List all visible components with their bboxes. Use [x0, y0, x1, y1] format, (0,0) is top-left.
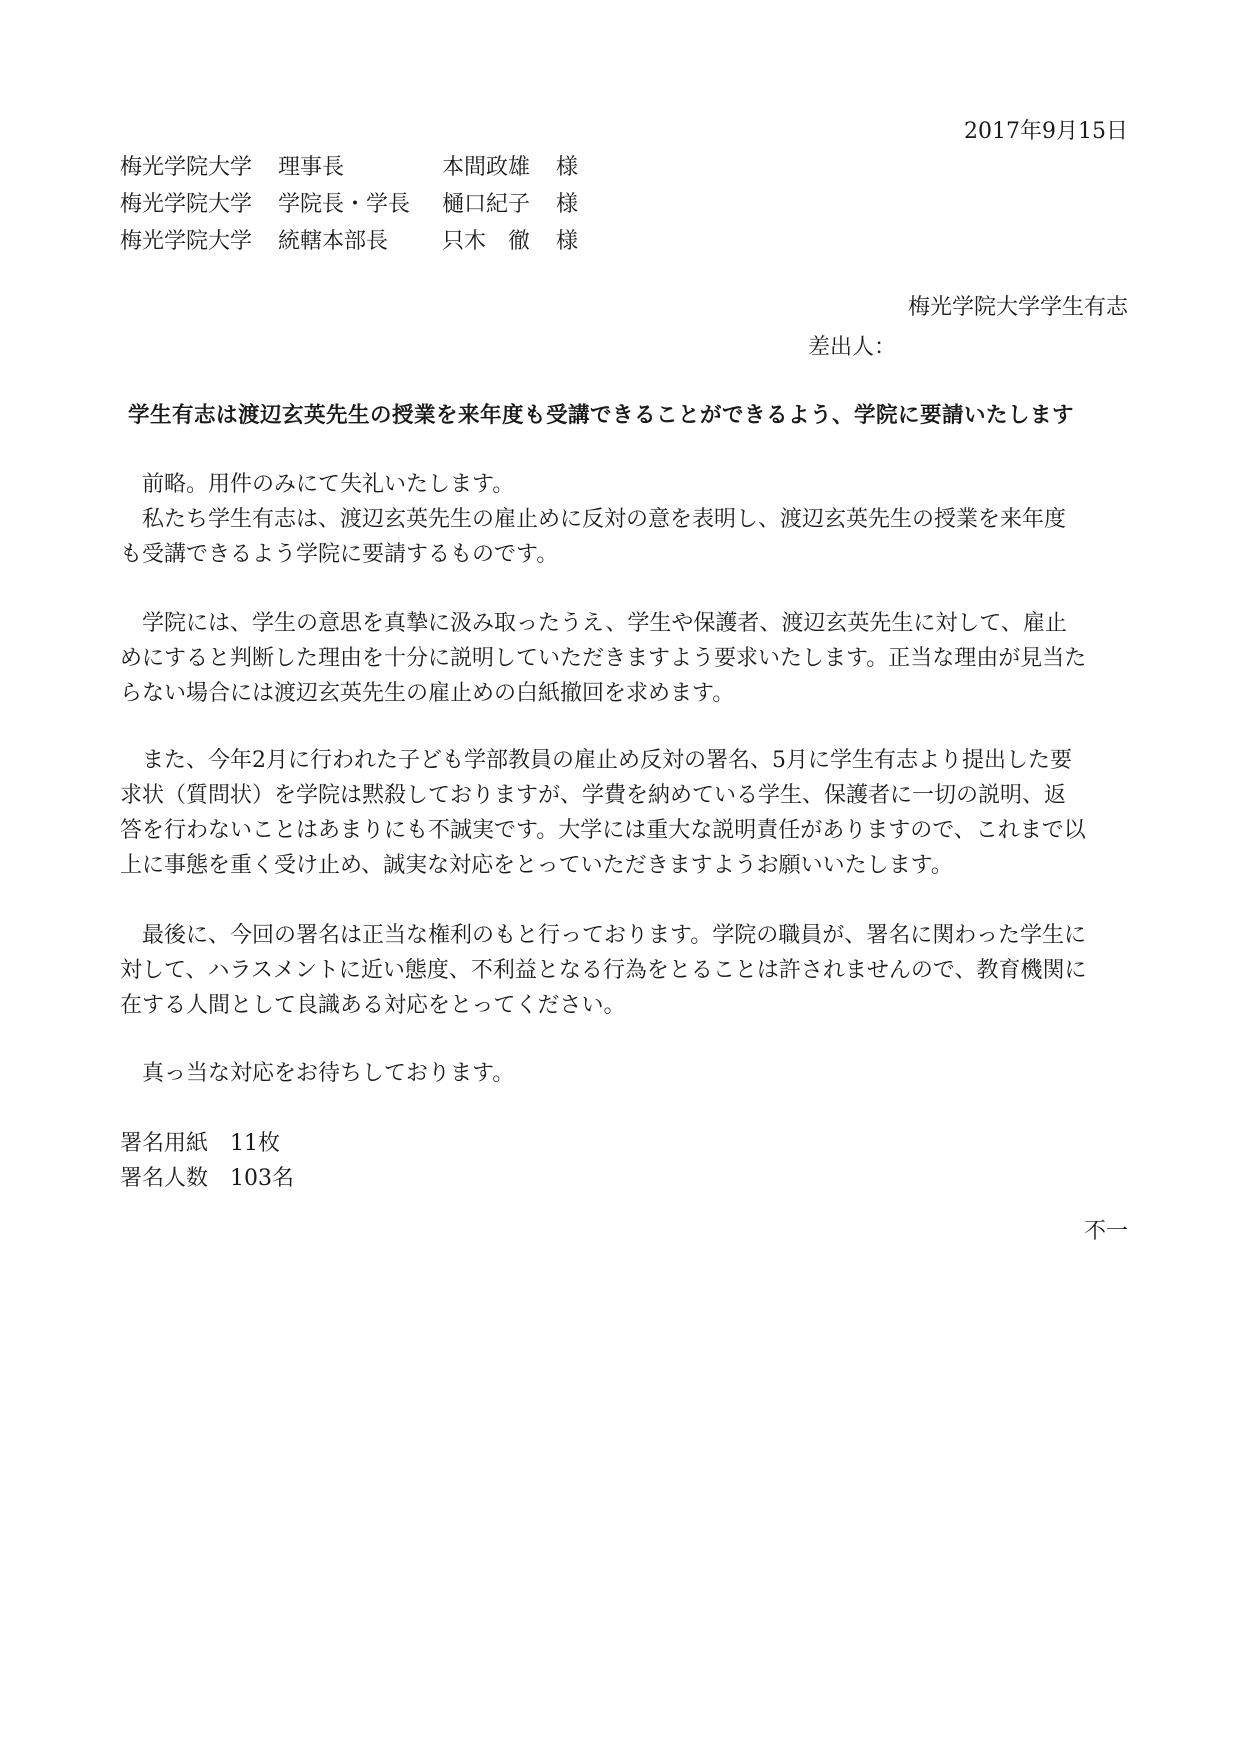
- addressee-name: 樋口紀子: [442, 192, 531, 217]
- signature-stats: [120, 1126, 294, 1196]
- paragraph-line: らない場合には渡辺玄英先生の雇止めの白紙撤回を求めます。: [120, 681, 735, 706]
- paragraph-4: [120, 918, 1086, 1023]
- addressee-org: 梅光学院大学: [120, 155, 253, 180]
- addressee-org: 梅光学院大学: [120, 229, 253, 254]
- closing-word: 不一: [1083, 1219, 1128, 1244]
- paragraph-line: 前略。用件のみにて失礼いたします。: [120, 472, 515, 497]
- paragraph-line: 上に事態を重く受け止め、誠実な対応をとっていただきますようお願いいたします。: [120, 853, 953, 878]
- paragraph-line: 真っ当な対応をお待ちしております。: [120, 1061, 515, 1086]
- addressee-honorific: 様: [556, 155, 579, 180]
- paragraph-line: 答を行わないことはあまりにも不誠実です。大学には重大な説明責任がありますので、これまで以: [120, 818, 1086, 843]
- paragraph-line: 求状（質問状）を学院は黙殺しておりますが、学費を納めている学生、保護者に一切の説明、返: [120, 783, 1067, 808]
- paragraph-line: も受講できるよう学院に要請するものです。: [120, 542, 559, 567]
- paragraph-line: 学院には、学生の意思を真摯に汲み取ったうえ、学生や保護者、渡辺玄英先生に対して、雇止: [120, 611, 1067, 636]
- paragraph-1: [120, 467, 1066, 572]
- paragraph-line: 最後に、今回の署名は正当な権利のもと行っております。学院の職員が、署名に関わった学生に: [120, 923, 1087, 948]
- sender-label: 差出人：: [808, 335, 897, 360]
- addressee-title: 統轄本部長: [278, 229, 389, 254]
- paragraph-line: 私たち学生有志は、渡辺玄英先生の雇止めに反対の意を表明し、渡辺玄英先生の授業を来年度: [120, 507, 1067, 532]
- letter-heading: 学生有志は渡辺玄英先生の授業を来年度も受講できることができるよう、学院に要請いたします: [128, 403, 1075, 428]
- paragraph-3: [120, 743, 1086, 883]
- paragraph-2: [120, 606, 1086, 711]
- addressee-name: 本間政雄: [442, 155, 531, 180]
- sender-group: 梅光学院大学学生有志: [907, 295, 1128, 320]
- paragraph-line: めにすると判断した理由を十分に説明していただきますよう要求いたします。正当な理由が見当た: [120, 646, 1087, 671]
- addressee-title: 学院長・学長: [278, 192, 411, 217]
- signature-count: 署名人数 103名: [120, 1166, 294, 1191]
- paragraph-line: また、今年2月に行われた子ども学部教員の雇止め反対の署名、5月に学生有志より提出した要: [120, 748, 1072, 773]
- addressee-name: 只木 徹: [442, 229, 531, 254]
- addressee-org: 梅光学院大学: [120, 192, 253, 217]
- paragraph-5: [120, 1056, 514, 1091]
- addressee-honorific: 様: [556, 192, 579, 217]
- signature-sheets: 署名用紙 11枚: [120, 1131, 280, 1156]
- letter-date: 2017年9月15日: [964, 119, 1128, 144]
- addressee-title: 理事長: [278, 155, 345, 180]
- paragraph-line: 対して、ハラスメントに近い態度、不利益となる行為をとることは許されませんので、教育機関に: [120, 958, 1087, 983]
- paragraph-line: 在する人間として良識ある対応をとってください。: [120, 993, 626, 1018]
- addressee-honorific: 様: [556, 229, 579, 254]
